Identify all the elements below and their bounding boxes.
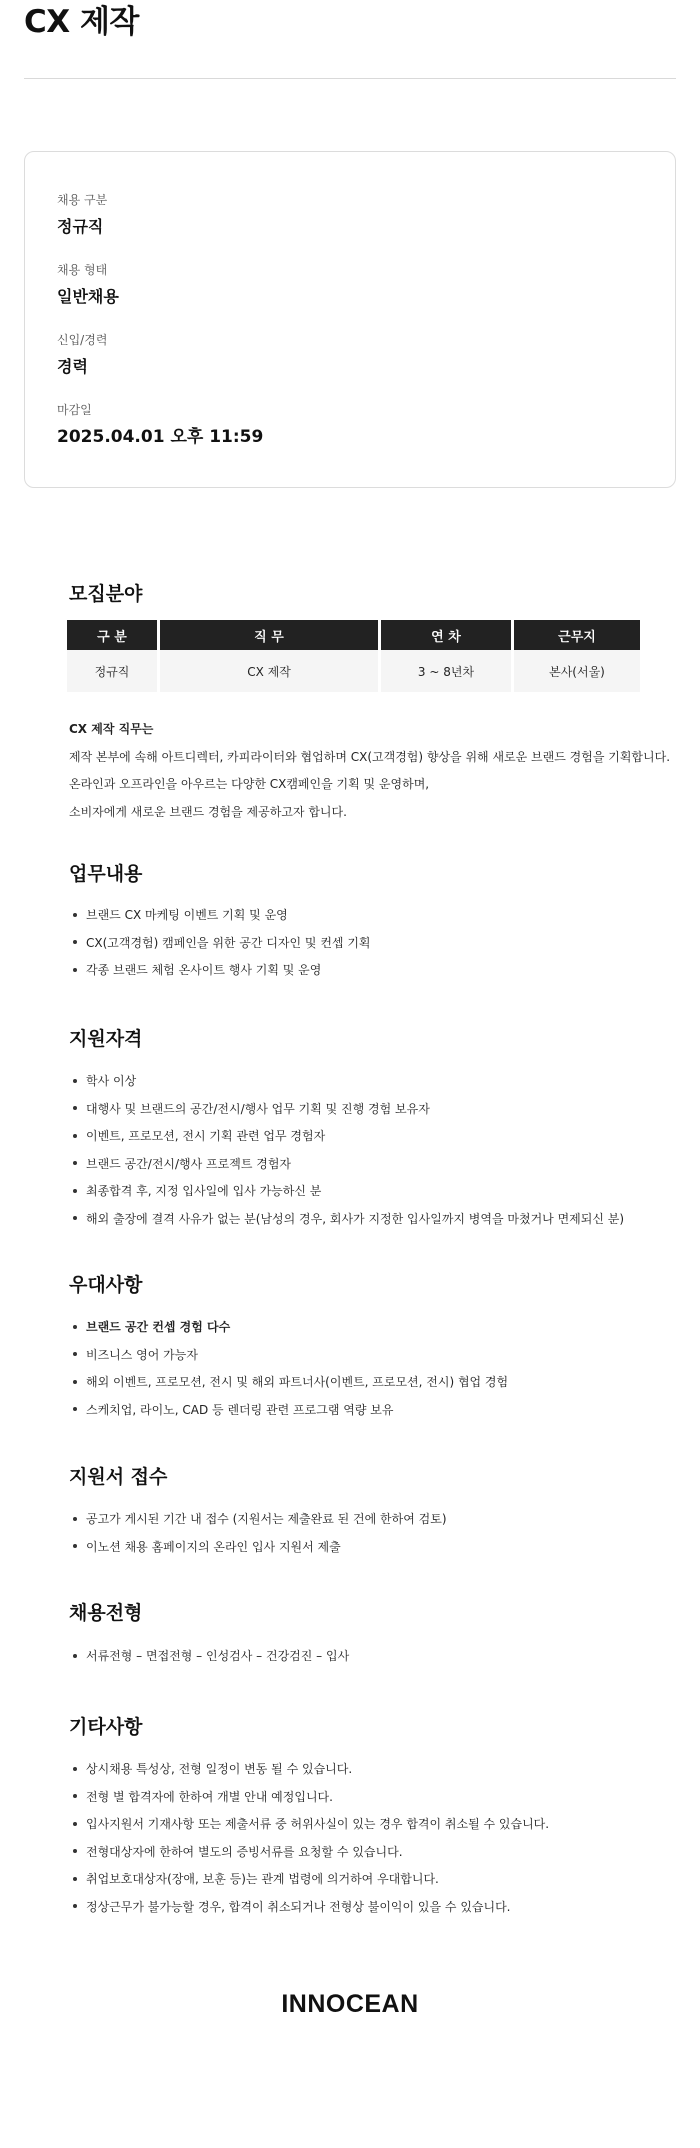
table-row — [67, 650, 640, 692]
section-title-etc: 기타사항 — [69, 1716, 143, 1738]
section-title-duties: 업무내용 — [69, 863, 143, 885]
list-item: 취업보호대상자(장애, 보훈 등)는 관계 법령에 의거하여 우대합니다. — [73, 1866, 549, 1894]
list-item: 브랜드 CX 마케팅 이벤트 기획 및 운영 — [73, 902, 371, 930]
list-item: 입사지원서 기재사항 또는 제출서류 중 허위사실이 있는 경우 합격이 취소될 수 있습니다. — [73, 1811, 549, 1839]
list-item: 상시채용 특성상, 전형 일정이 변동 될 수 있습니다. — [73, 1756, 549, 1784]
cell-job: CX 제작 — [160, 650, 378, 692]
section-title-application: 지원서 접수 — [69, 1466, 168, 1488]
recruit-field-table — [64, 620, 643, 692]
section-title-recruit-field: 모집분야 — [69, 583, 143, 605]
list-item: 스케치업, 라이노, CAD 등 렌더링 관련 프로그램 역량 보유 — [73, 1397, 508, 1425]
employment-type-value: 일반채용 — [57, 287, 119, 306]
etc-list — [73, 1756, 549, 1921]
section-title-qualifications: 지원자격 — [69, 1028, 143, 1050]
career-level-label: 신입/경력 — [57, 333, 108, 347]
deadline-label: 마감일 — [57, 403, 92, 417]
job-summary-card — [24, 151, 676, 488]
list-item: 이노션 채용 홈페이지의 온라인 입사 지원서 제출 — [73, 1534, 447, 1562]
list-item: 브랜드 공간 컨셉 경험 다수 — [73, 1314, 508, 1342]
employment-category-label: 채용 구분 — [57, 193, 108, 207]
preferences-list — [73, 1314, 508, 1424]
list-item: 정상근무가 불가능할 경우, 합격이 취소되거나 전형상 불이익이 있을 수 있습니다. — [73, 1894, 549, 1922]
list-item: 해외 이벤트, 프로모션, 전시 및 해외 파트너사(이벤트, 프로모션, 전시) 협업 경험 — [73, 1369, 508, 1397]
employment-category-value: 정규직 — [57, 217, 104, 236]
section-title-preferences: 우대사항 — [69, 1274, 143, 1296]
employment-category — [57, 192, 107, 238]
list-item: 각종 브랜드 체험 온사이트 행사 기획 및 운영 — [73, 957, 371, 985]
career-level — [57, 332, 107, 378]
deadline-value: 2025.04.01 오후 11:59 — [57, 427, 264, 447]
employment-type — [57, 262, 119, 308]
cell-years: 3 ~ 8년차 — [381, 650, 511, 692]
cell-category: 정규직 — [67, 650, 157, 692]
list-item: 학사 이상 — [73, 1068, 624, 1096]
page-title: CX 제작 — [24, 4, 139, 40]
cell-location: 본사(서울) — [514, 650, 640, 692]
list-item: 서류전형 – 면접전형 – 인성검사 – 건강검진 – 입사 — [73, 1643, 349, 1671]
job-intro-line: 제작 본부에 속해 아트디렉터, 카피라이터와 협업하며 CX(고객경험) 향상을 위해 새로운 브랜드 경험을 기획합니다. — [69, 749, 671, 764]
list-item: 전형 별 합격자에 한하여 개별 안내 예정입니다. — [73, 1784, 549, 1812]
job-intro — [69, 716, 670, 826]
career-level-value: 경력 — [57, 357, 88, 376]
title-divider — [24, 78, 676, 79]
column-header-category: 구 분 — [67, 620, 157, 650]
list-item: 해외 출장에 결격 사유가 없는 분(남성의 경우, 회사가 지정한 입사일까지 병역을 마쳤거나 면제되신 분) — [73, 1206, 624, 1234]
list-item: 최종합격 후, 지정 입사일에 입사 가능하신 분 — [73, 1178, 624, 1206]
application-list — [73, 1506, 447, 1561]
list-item: 이벤트, 프로모션, 전시 기획 관련 업무 경험자 — [73, 1123, 624, 1151]
list-item: 대행사 및 브랜드의 공간/전시/행사 업무 기획 및 진행 경험 보유자 — [73, 1096, 624, 1124]
qualifications-list — [73, 1068, 624, 1233]
list-item: CX(고객경험) 캠페인을 위한 공간 디자인 및 컨셉 기획 — [73, 930, 371, 958]
list-item: 공고가 게시된 기간 내 접수 (지원서는 제출완료 된 건에 한하여 검토) — [73, 1506, 447, 1534]
job-intro-line: 소비자에게 새로운 브랜드 경험을 제공하고자 합니다. — [69, 804, 347, 819]
section-title-process: 채용전형 — [69, 1602, 143, 1624]
job-intro-heading: CX 제작 직무는 — [69, 722, 154, 736]
list-item: 전형대상자에 한하여 별도의 증빙서류를 요청할 수 있습니다. — [73, 1839, 549, 1867]
list-item: 비즈니스 영어 가능자 — [73, 1342, 508, 1370]
column-header-location: 근무지 — [514, 620, 640, 650]
innocean-logo: INNOCEAN — [281, 1990, 419, 2018]
process-list — [73, 1643, 349, 1671]
duties-list — [73, 902, 371, 985]
job-intro-line: 온라인과 오프라인을 아우르는 다양한 CX캠페인을 기획 및 운영하며, — [69, 777, 430, 791]
deadline — [57, 402, 263, 448]
column-header-job: 직 무 — [160, 620, 378, 650]
list-item: 브랜드 공간/전시/행사 프로젝트 경험자 — [73, 1151, 624, 1179]
table-header-row — [67, 620, 640, 650]
employment-type-label: 채용 형태 — [57, 263, 108, 277]
column-header-years: 연 차 — [381, 620, 511, 650]
